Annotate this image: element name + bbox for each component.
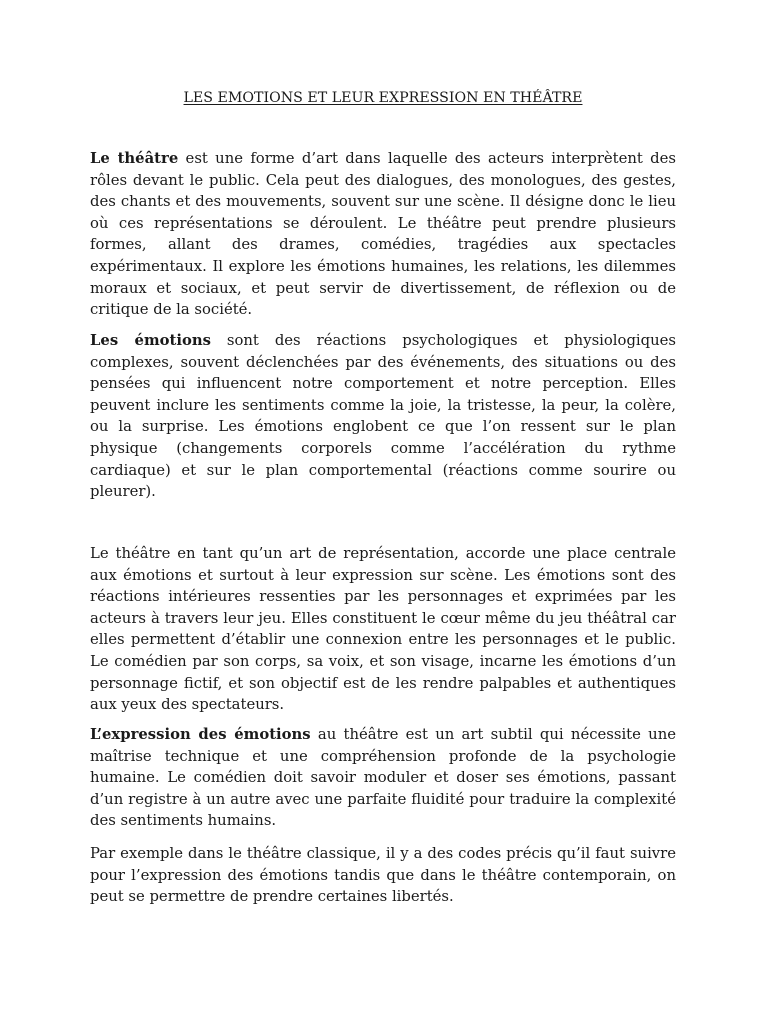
paragraph-lead: Le théâtre bbox=[90, 150, 179, 167]
paragraph-text: sont des réactions psychologiques et physiologiques complexes, souvent déclenchées par des événements, des situations ou des pensées qui influencent notre comportement et notre perception. Elles peuvent inclure les sentiments comme la joie, la tristesse, la peur, la colère, ou la surprise. Les émotions englobent ce que l’on ressent sur le plan physique (changements corporels comme l’accélération du rythme cardiaque) et sur le plan comportemental (réactions comme sourire ou pleurer). bbox=[90, 332, 677, 501]
paragraph-text: Par exemple dans le théâtre classique, il y a des codes précis qu’il faut suivre pour l’expression des émotions tandis que dans le théâtre contemporain, on peut se permettre de prendre certaines libertés. bbox=[90, 845, 676, 906]
paragraph-expression-emotions bbox=[90, 724, 676, 832]
paragraph-lead: Les émotions bbox=[90, 332, 211, 349]
document-title: LES EMOTIONS ET LEUR EXPRESSION EN THÉÂTRE bbox=[183, 90, 583, 106]
paragraph-theatre-emotions bbox=[90, 543, 676, 716]
paragraph-text: est une forme d’art dans laquelle des acteurs interprètent des rôles devant le public. Cela peut des dialogues, des monologues, des gestes, des chants et des mouvements, souvent sur une scène. Il désigne donc le lieu où ces représentations se déroulent. Le théâtre peut prendre plusieurs formes, allant des drames, comédies, tragédies aux spectacles expérimentaux. Il explore les émotions humaines, les relations, les dilemmes moraux et sociaux, et peut servir de divertissement, de réflexion ou de critique de la société. bbox=[90, 150, 676, 319]
paragraph-text: Le théâtre en tant qu’un art de représentation, accorde une place centrale aux émotions et surtout à leur expression sur scène. Les émotions sont des réactions intérieures ressenties par les personnages et exprimées par les acteurs à travers leur jeu. Elles constituent le cœur même du jeu théâtral car elles permettent d’établir une connexion entre les personnages et le public. Le comédien par son corps, sa voix, et son visage, incarne les émotions d’un personnage fictif, et son objectif est de les rendre palpables et authentiques aux yeux des spectateurs. bbox=[90, 545, 676, 714]
paragraph-text: au théâtre est un art subtil qui nécessite une maîtrise technique et une compréhension profonde de la psychologie humaine. Le comédien doit savoir moduler et doser ses émotions, passant d’un registre à un autre avec une parfaite fluidité pour traduire la complexité des sentiments humains. bbox=[90, 726, 676, 830]
paragraph-lead: L’expression des émotions bbox=[90, 726, 311, 743]
paragraph-classical-example bbox=[90, 843, 676, 908]
paragraph-theatre-definition bbox=[90, 148, 676, 321]
paragraph-emotions-definition bbox=[90, 330, 676, 503]
